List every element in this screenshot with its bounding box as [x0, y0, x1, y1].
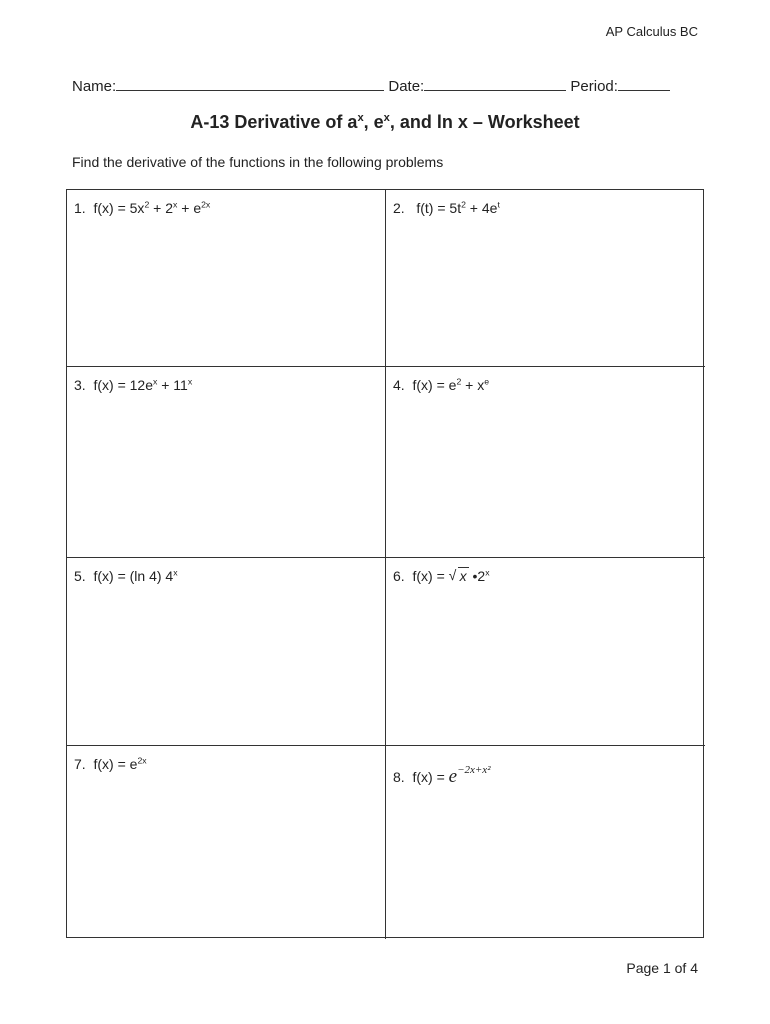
problem-cell-8 [386, 746, 705, 939]
instructions: Find the derivative of the functions in the following problems [72, 154, 444, 170]
problem-3: 3. $f(x) = 12e^x + 11^x$ [74, 376, 193, 393]
problem-4: 4. $f(x) = e^2 + x^e$ [393, 376, 490, 393]
problem-grid [66, 189, 704, 938]
name-label: Name: [72, 78, 117, 95]
problem-number: 8. [393, 769, 405, 785]
problem-2: 2. $f(t) = 5t^2 + 4e^t$ [393, 199, 500, 216]
period-blank [618, 78, 670, 91]
worksheet-title: A-13 Derivative of $a^x$, $e^x$, and ln x – Worksheet [190, 112, 580, 132]
period-label: Period: [570, 78, 618, 95]
problem-number: 1. [74, 200, 86, 216]
problem-6: 6. f(x) = √ x •2$^x$ [393, 567, 490, 584]
problem-number: 7. [74, 756, 86, 772]
problem-number: 3. [74, 377, 86, 393]
student-info-line [72, 78, 670, 95]
problem-cell-2 [386, 190, 705, 367]
problem-number: 4. [393, 377, 405, 393]
problem-number: 2. [393, 200, 405, 216]
page-number: Page 1 of 4 [626, 960, 698, 976]
problem-cell-7 [67, 746, 386, 939]
course-label: AP Calculus BC [605, 24, 698, 39]
name-blank [116, 78, 384, 91]
problem-cell-5 [67, 558, 386, 746]
problem-number: 5. [74, 568, 86, 584]
date-label: Date: [388, 78, 425, 95]
square-root: √ x [448, 567, 467, 584]
problem-8: 8. $f(x) = e^{-2x+x^2}$ [393, 764, 491, 787]
problem-5: 5. f(x) = (ln 4) 4$^x$ [74, 567, 178, 584]
problem-1: 1. $f(x) = 5x^2 + 2^x + e^{2x}$ [74, 199, 211, 216]
problem-cell-3 [67, 367, 386, 558]
problem-cell-1 [67, 190, 386, 367]
problem-cell-4 [386, 367, 705, 558]
problem-number: 6. [393, 568, 405, 584]
date-blank [424, 78, 566, 91]
problem-7: 7. $f(x) = e^{2x}$ [74, 755, 147, 772]
problem-cell-6 [386, 558, 705, 746]
